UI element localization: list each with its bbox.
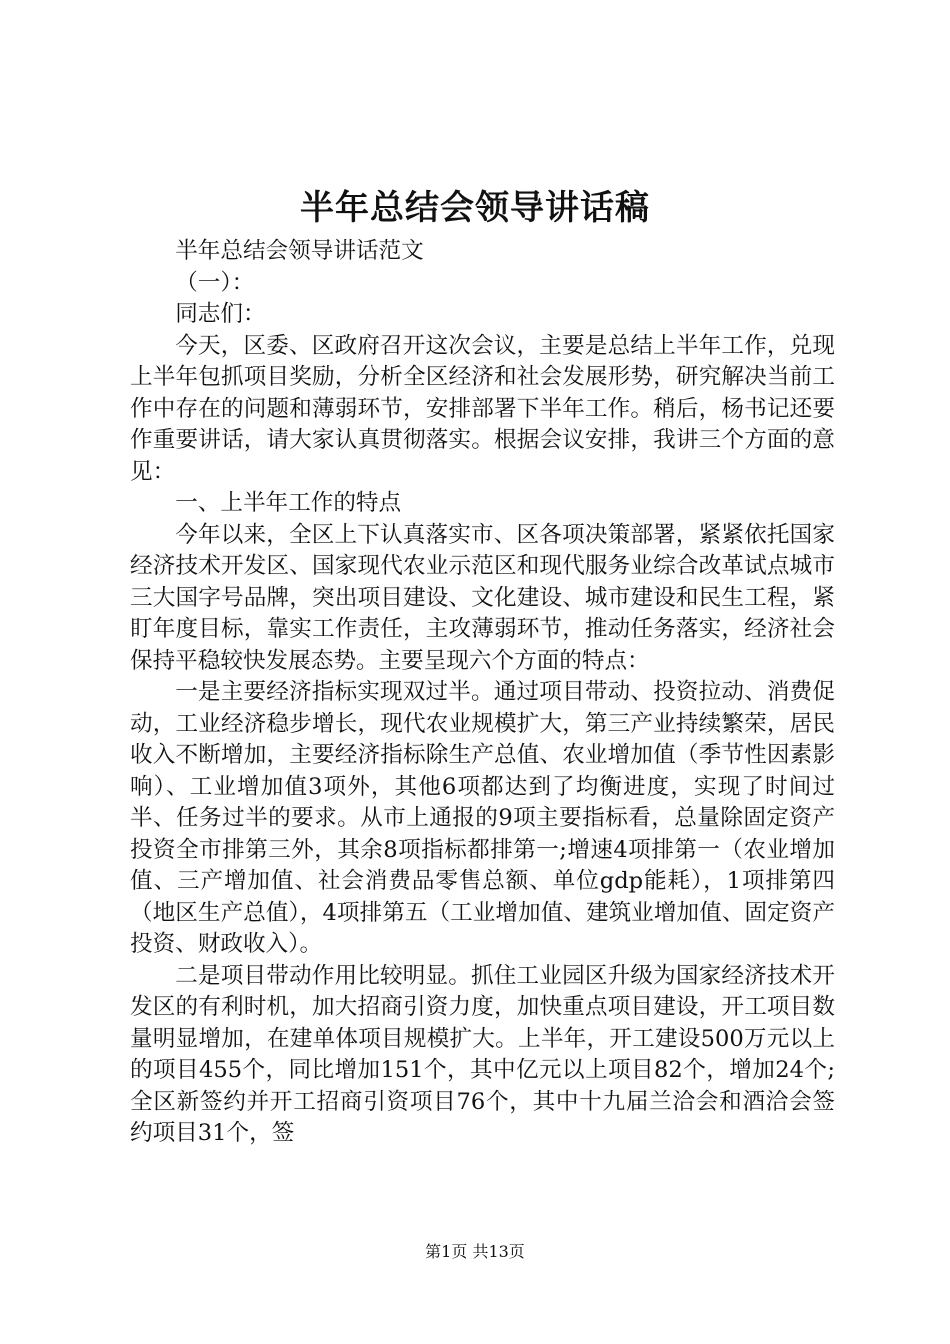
paragraph-overview: 今年以来，全区上下认真落实市、区各项决策部署，紧紧依托国家经济技术开发区、国家现代农业示范区和现代服务业综合改革试点城市三大国字号品牌，突出项目建设、文化建设、城市建设和民生工程，紧盯年度目标，靠实工作责任，主攻薄弱环节，推动任务落实，经济社会保持平稳较快发展态势。主要呈现六个方面的特点： [130, 521, 835, 674]
paragraph-point-2: 二是项目带动作用比较明显。抓住工业园区升级为国家经济技术开发区的有利时机，加大招商引资力度，加快重点项目建设，开工项目数量明显增加，在建单体项目规模扩大。上半年，开工建设500万元以上的项目455个，同比增加151个，其中亿元以上项目82个，增加24个;全区新签约并开工招商引资项目76个，其中十九届兰洽会和酒洽会签约项目31个，签 [130, 962, 835, 1146]
paragraph-intro: 今天，区委、区政府召开这次会议，主要是总结上半年工作，兑现上半年包抓项目奖励，分析全区经济和社会发展形势，研究解决当前工作中存在的问题和薄弱环节，安排部署下半年工作。稍后，杨书记还要作重要讲话，请大家认真贯彻落实。根据会议安排，我讲三个方面的意见： [130, 332, 835, 485]
paragraph-salutation: 同志们： [175, 301, 266, 327]
paragraph-subtitle: 半年总结会领导讲话范文 [175, 238, 424, 264]
paragraph-point-1: 一是主要经济指标实现双过半。通过项目带动、投资拉动、消费促动，工业经济稳步增长，现代农业规模扩大，第三产业持续繁荣，居民收入不断增加，主要经济指标除生产总值、农业增加值（季节性因素影响）、工业增加值3项外，其他6项都达到了均衡进度，实现了时间过半、任务过半的要求。从市上通报的9项主要指标看，总量除固定资产投资全市排第三外，其余8项指标都排第一;增速4项排第一（农业增加值、三产增加值、社会消费品零售总额、单位gdp能耗），1项排第四（地区生产总值），4项排第五（工业增加值、建筑业增加值、固定资产投资、财政收入）。 [130, 679, 835, 957]
document-title: 半年总结会领导讲话稿 [300, 188, 650, 228]
paragraph-section-number: （一）： [175, 269, 255, 296]
page-footer: 第1页 共13页 [425, 1242, 525, 1261]
paragraph-heading-1: 一、上半年工作的特点 [175, 490, 402, 516]
document-body [130, 236, 835, 1150]
